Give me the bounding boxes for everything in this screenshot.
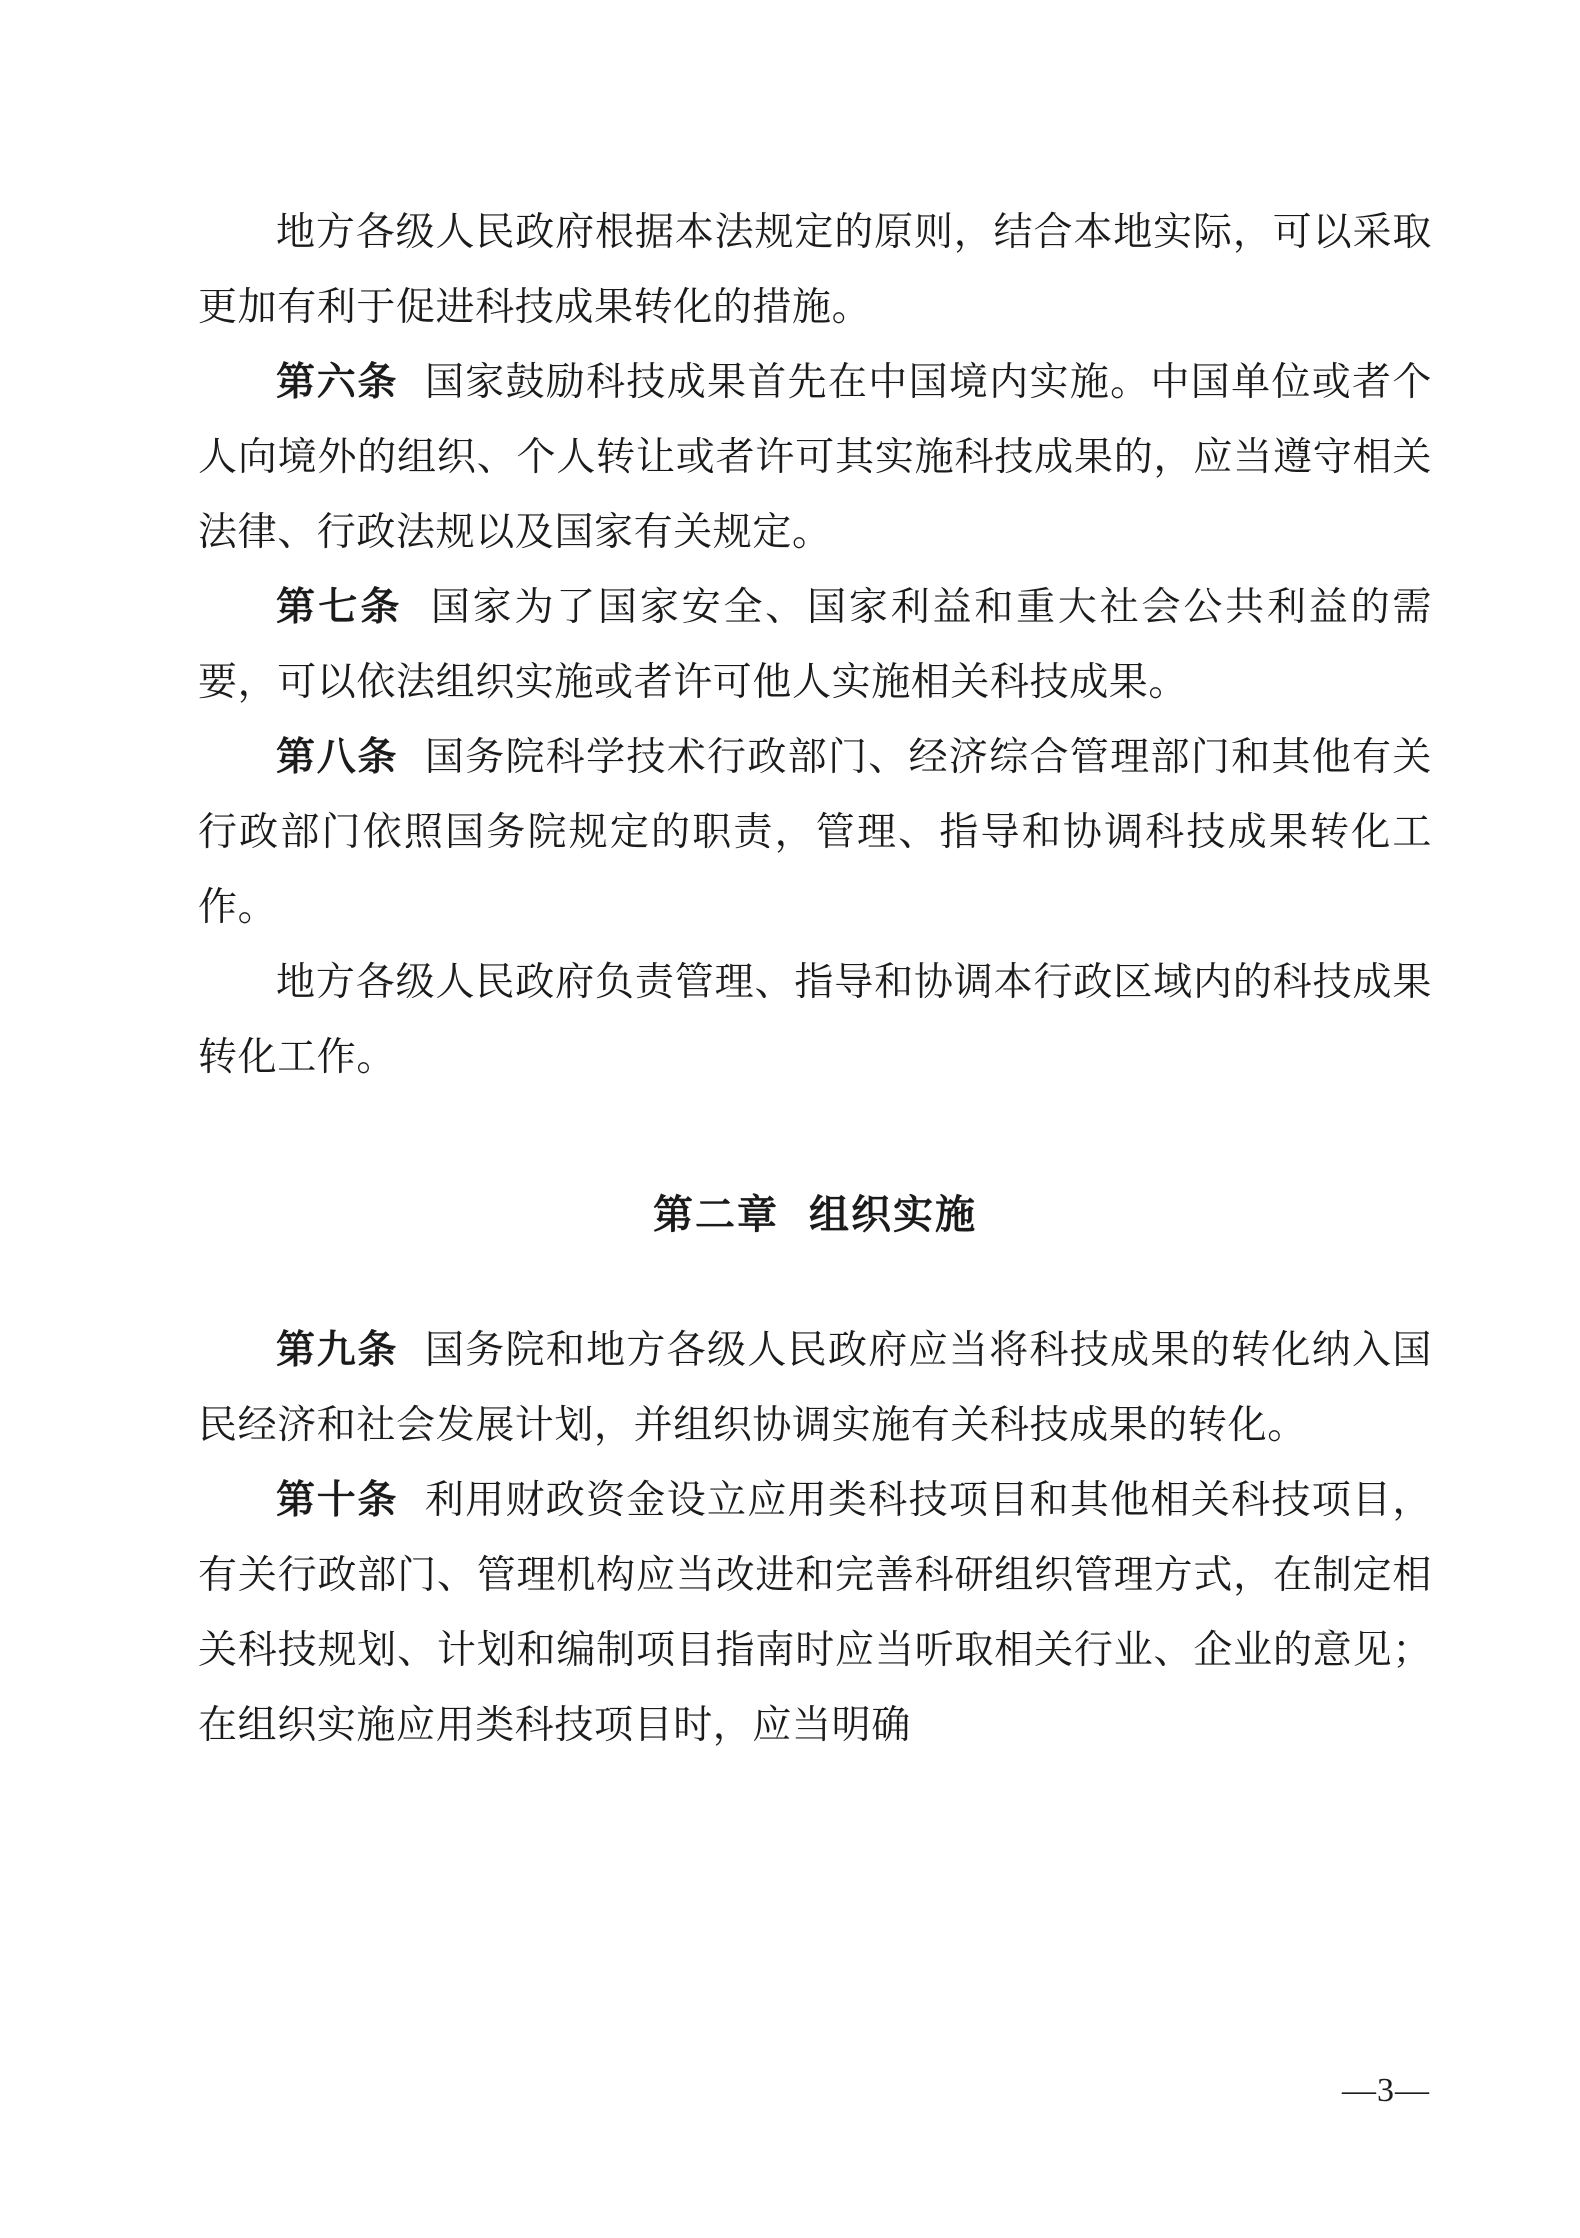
paragraph-local-government <box>198 945 1432 1095</box>
paragraph-text: 地方各级人民政府根据本法规定的原则，结合本地实际，可以采取更加有利于促进科技成果转化的措施。 <box>198 211 1432 329</box>
article-text: 国务院科学技术行政部门、经济综合管理部门和其他有关行政部门依照国务院规定的职责，管理、指导和协调科技成果转化工作。 <box>198 736 1432 929</box>
article-label: 第十条 <box>276 1479 399 1522</box>
article-text: 国务院和地方各级人民政府应当将科技成果的转化纳入国民经济和社会发展计划，并组织协调实施有关科技成果的转化。 <box>198 1329 1432 1447</box>
article-label: 第七条 <box>276 586 403 629</box>
article-label: 第九条 <box>276 1329 399 1372</box>
chapter-heading <box>198 1187 1432 1243</box>
paragraph-intro <box>198 195 1432 345</box>
article-label: 第八条 <box>276 736 399 779</box>
article-text: 国家鼓励科技成果首先在中国境内实施。中国单位或者个人向境外的组织、个人转让或者许可其实施科技成果的，应当遵守相关法律、行政法规以及国家有关规定。 <box>198 361 1432 554</box>
article-ten <box>198 1463 1432 1763</box>
article-nine <box>198 1313 1432 1463</box>
article-text: 国家为了国家安全、国家利益和重大社会公共利益的需要，可以依法组织实施或者许可他人实施相关科技成果。 <box>198 586 1432 704</box>
article-six <box>198 345 1432 570</box>
article-seven <box>198 570 1432 720</box>
page-number: —3— <box>1342 2072 1430 2109</box>
article-label: 第六条 <box>276 361 399 404</box>
document-body <box>198 195 1432 1763</box>
chapter-title: 组织实施 <box>809 1192 977 1237</box>
chapter-number: 第二章 <box>653 1192 779 1237</box>
article-text: 利用财政资金设立应用类科技项目和其他相关科技项目，有关行政部门、管理机构应当改进和完善科研组织管理方式，在制定相关科技规划、计划和编制项目指南时应当听取相关行业、企业的意见；在组织实施应用类科技项目时，应当明确 <box>198 1479 1432 1747</box>
paragraph-text: 地方各级人民政府负责管理、指导和协调本行政区域内的科技成果转化工作。 <box>198 961 1432 1079</box>
article-eight <box>198 720 1432 945</box>
